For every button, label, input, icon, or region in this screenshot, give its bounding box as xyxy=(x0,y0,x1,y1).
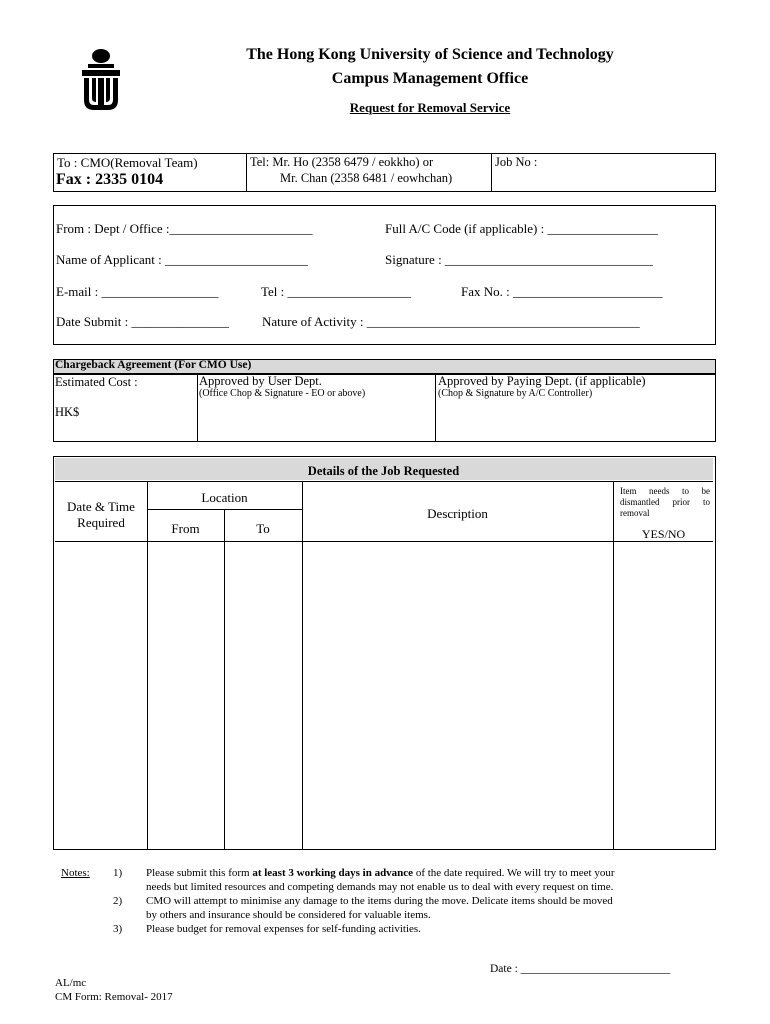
notes-label: Notes: xyxy=(61,867,90,879)
required-header: Required xyxy=(77,515,125,530)
hkust-logo xyxy=(80,48,122,114)
form-title: Request for Removal Service xyxy=(349,100,511,115)
paying-dept-label: Approved by Paying Dept. (if applicable) xyxy=(438,374,646,388)
university-name: The Hong Kong University of Science and Technology xyxy=(246,46,614,63)
description-header: Description xyxy=(427,506,488,521)
tel-line2: Mr. Chan (2358 6481 / eowhchan) xyxy=(280,171,453,185)
tel-line1: Tel: Mr. Ho (2358 6479 / eokkho) or xyxy=(250,155,434,169)
applicant-name-field[interactable]: Name of Applicant : ______________________ xyxy=(56,252,309,267)
tel-field[interactable]: Tel : ___________________ xyxy=(261,284,412,299)
location-header: Location xyxy=(201,490,248,505)
form-reference: CM Form: Removal- 2017 xyxy=(55,991,173,1003)
dept-office-field[interactable]: From : Dept / Office :______________________ xyxy=(56,221,313,236)
initials: AL/mc xyxy=(55,977,87,989)
note-3: Please budget for removal expenses for self-funding activities. xyxy=(146,923,421,935)
from-header: From xyxy=(171,521,200,536)
note-1: Please submit this form at least 3 working days in advance of the date required. We will try to meet your needs but limited resources and competing demands may not enable us to deal with every request on time. xyxy=(146,867,615,893)
note-2: CMO will attempt to minimise any damage to the items during the move. Delicate items should be moved by others and insurance should be considered for valuable items. xyxy=(146,895,613,921)
date-field[interactable]: Date : __________________________ xyxy=(490,963,671,975)
currency-label: HK$ xyxy=(55,405,80,419)
job-table-title: Details of the Job Requested xyxy=(307,464,460,478)
ac-code-field[interactable]: Full A/C Code (if applicable) : _________________ xyxy=(385,221,658,236)
yes-no-header: YES/NO xyxy=(641,527,686,541)
date-time-header: Date & Time xyxy=(67,499,135,514)
job-no-field[interactable]: Job No : xyxy=(495,155,538,169)
dismantle-header: Item needs to be dismantled prior to removal xyxy=(620,486,710,518)
fax-number: Fax : 2335 0104 xyxy=(56,171,164,188)
to-label: To : CMO(Removal Team) xyxy=(57,155,198,170)
date-submit-field[interactable]: Date Submit : _______________ xyxy=(56,314,229,329)
email-field[interactable]: E-mail : __________________ xyxy=(56,284,219,299)
fax-field[interactable]: Fax No. : _______________________ xyxy=(461,284,663,299)
note-1-number: 1) xyxy=(113,867,123,879)
user-dept-note: (Office Chop & Signature - EO or above) xyxy=(199,388,366,399)
to-header: To xyxy=(256,521,270,536)
user-dept-label: Approved by User Dept. xyxy=(199,374,322,388)
signature-field[interactable]: Signature : ________________________________ xyxy=(385,252,653,267)
note-3-number: 3) xyxy=(113,923,123,935)
nature-activity-field[interactable]: Nature of Activity : __________________________________________ xyxy=(262,314,640,329)
estimated-cost-label: Estimated Cost : xyxy=(55,375,138,389)
office-name: Campus Management Office xyxy=(331,70,529,87)
paying-dept-note: (Chop & Signature by A/C Controller) xyxy=(438,388,593,399)
note-2-number: 2) xyxy=(113,895,123,907)
chargeback-title: Chargeback Agreement (For CMO Use) xyxy=(55,359,252,371)
